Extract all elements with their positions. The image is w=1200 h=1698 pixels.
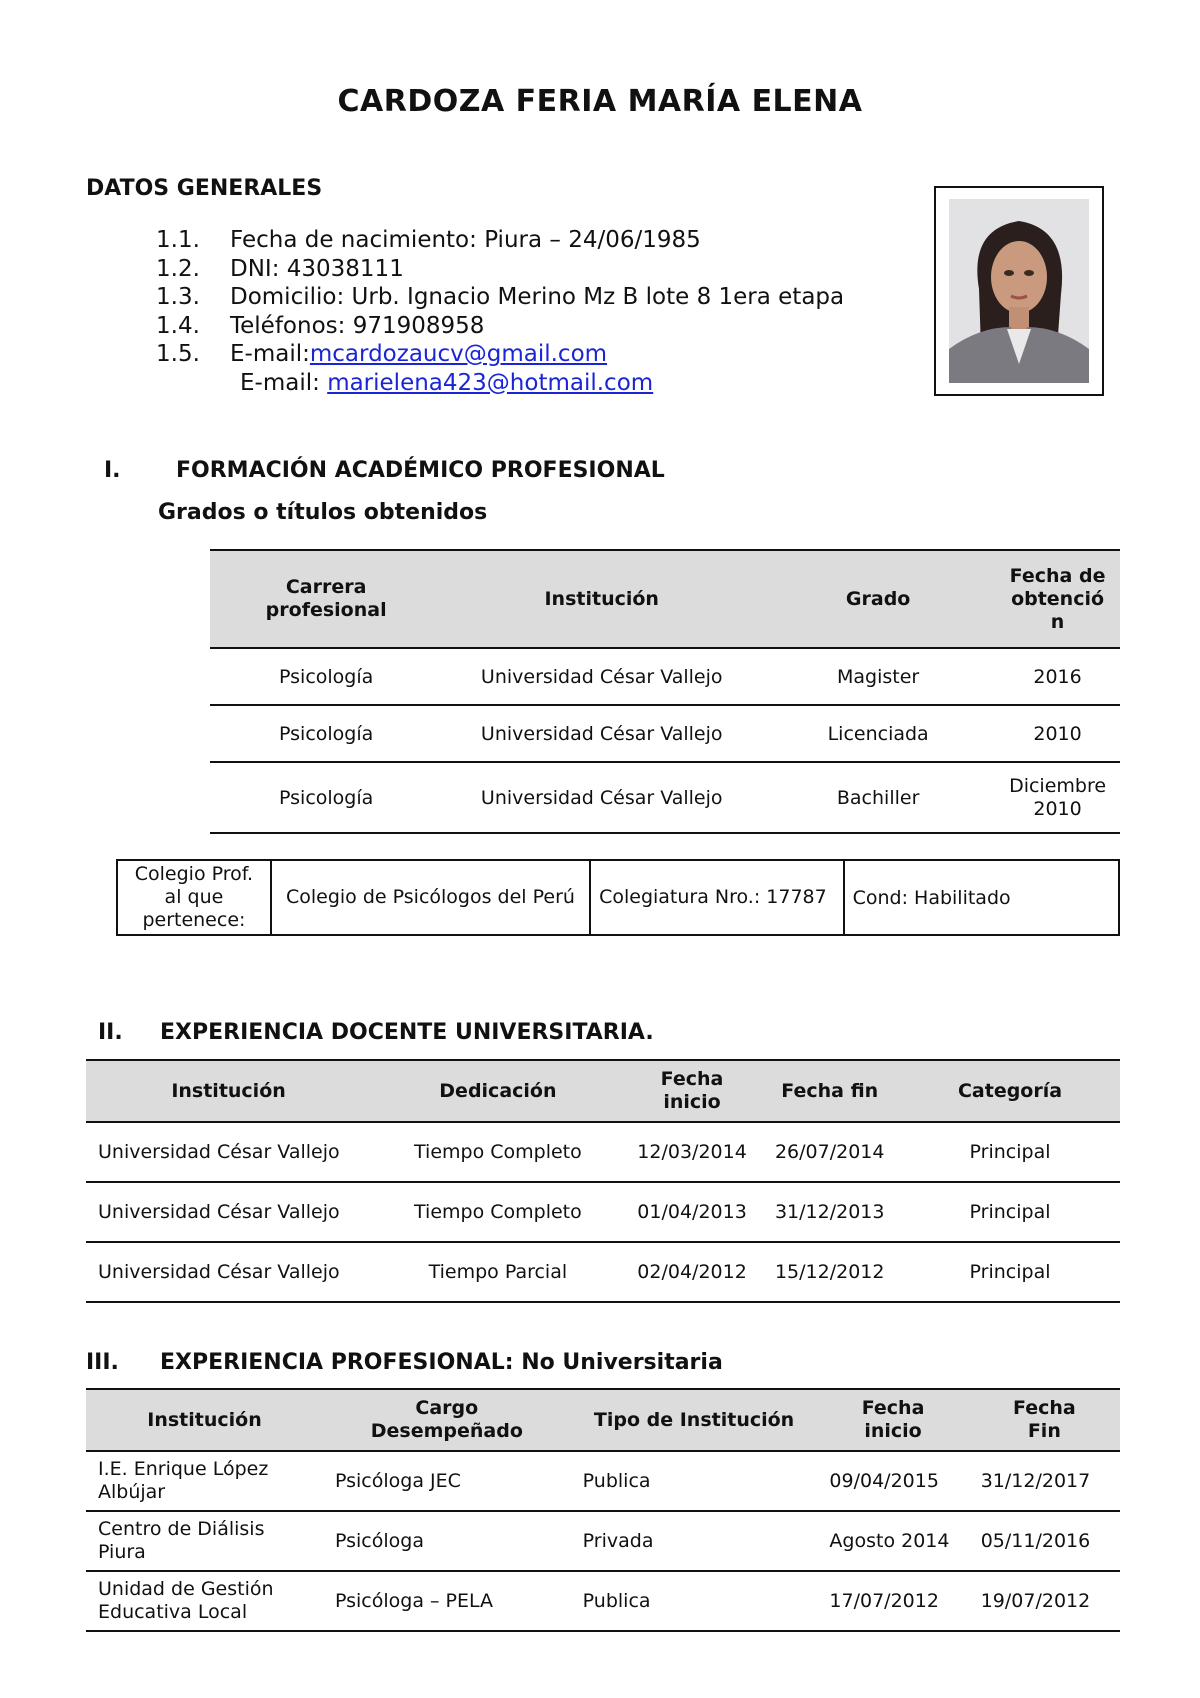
colegio-nombre: Colegio de Psicólogos del Perú [271, 860, 590, 935]
col-carrera: Carrera profesional [210, 550, 442, 648]
list-item: 1.1. Fecha de nacimiento: Piura – 24/06/1985 [156, 227, 701, 253]
table-row: Universidad César Vallejo Tiempo Completo 01/04/2013 31/12/2013 Principal [86, 1182, 1120, 1242]
datos-list [156, 226, 844, 397]
col-fecha: Fecha de obtención [995, 550, 1120, 648]
docente-table [86, 1059, 1120, 1303]
table-row: Centro de Diálisis Piura Psicóloga Privada Agosto 2014 05/11/2016 [86, 1511, 1120, 1571]
list-item: 1.3. Domicilio: Urb. Ignacio Merino Mz B lote 8 1era etapa [156, 284, 845, 310]
datos-generales-heading: DATOS GENERALES [86, 176, 323, 201]
portrait-image [949, 199, 1089, 383]
page-title: CARDOZA FERIA MARÍA ELENA [337, 84, 863, 119]
col-grado: Grado [761, 550, 995, 648]
section-1-heading: I. FORMACIÓN ACADÉMICO PROFESIONAL [104, 458, 665, 483]
section-3-heading: III. EXPERIENCIA PROFESIONAL: No Universitaria [86, 1350, 723, 1375]
table-header: Institución Cargo Desempeñado Tipo de Institución Fecha inicio Fecha Fin [86, 1389, 1120, 1451]
table-row: Psicología Universidad César Vallejo Licenciada 2010 [210, 705, 1120, 762]
grados-table [210, 549, 1120, 834]
table-header: Institución Dedicación Fecha inicio Fecha fin Categoría [86, 1060, 1120, 1122]
table-row: Psicología Universidad César Vallejo Magister 2016 [210, 648, 1120, 705]
colegio-label: Colegio Prof. al que pertenece: [117, 860, 271, 935]
colegiatura: Colegiatura Nro.: 17787 [590, 860, 844, 935]
section-1-subtitle: Grados o títulos obtenidos [158, 500, 488, 525]
table-header [210, 550, 1120, 648]
colegio-table [116, 859, 1120, 936]
table-row: Psicología Universidad César Vallejo Bachiller Diciembre 2010 [210, 762, 1120, 833]
email-link-hotmail[interactable]: marielena423@hotmail.com [327, 369, 654, 396]
list-item: 1.2. DNI: 43038111 [156, 255, 404, 282]
section-2-heading: II. EXPERIENCIA DOCENTE UNIVERSITARIA. [98, 1020, 654, 1045]
table-row: Unidad de Gestión Educativa Local Psicóloga – PELA Publica 17/07/2012 19/07/2012 [86, 1571, 1120, 1631]
table-row: I.E. Enrique López Albújar Psicóloga JEC Publica 09/04/2015 31/12/2017 [86, 1451, 1120, 1511]
table-row: Universidad César Vallejo Tiempo Completo 12/03/2014 26/07/2014 Principal [86, 1122, 1120, 1182]
list-item-email: 1.5. E-mail: mcardozaucv@gmail.com [156, 341, 608, 367]
email-link-gmail[interactable]: mcardozaucv@gmail.com [309, 341, 608, 367]
list-item: 1.4. Teléfonos: 971908958 [156, 312, 485, 339]
profesional-table [86, 1388, 1120, 1632]
list-item-email-2: E-mail: marielena423@hotmail.com [240, 369, 654, 396]
profile-photo [934, 186, 1104, 396]
condicion: Cond: Habilitado [844, 860, 1119, 935]
table-row [117, 860, 1119, 935]
col-institucion: Institución [442, 550, 761, 648]
table-row: Universidad César Vallejo Tiempo Parcial 02/04/2012 15/12/2012 Principal [86, 1242, 1120, 1302]
